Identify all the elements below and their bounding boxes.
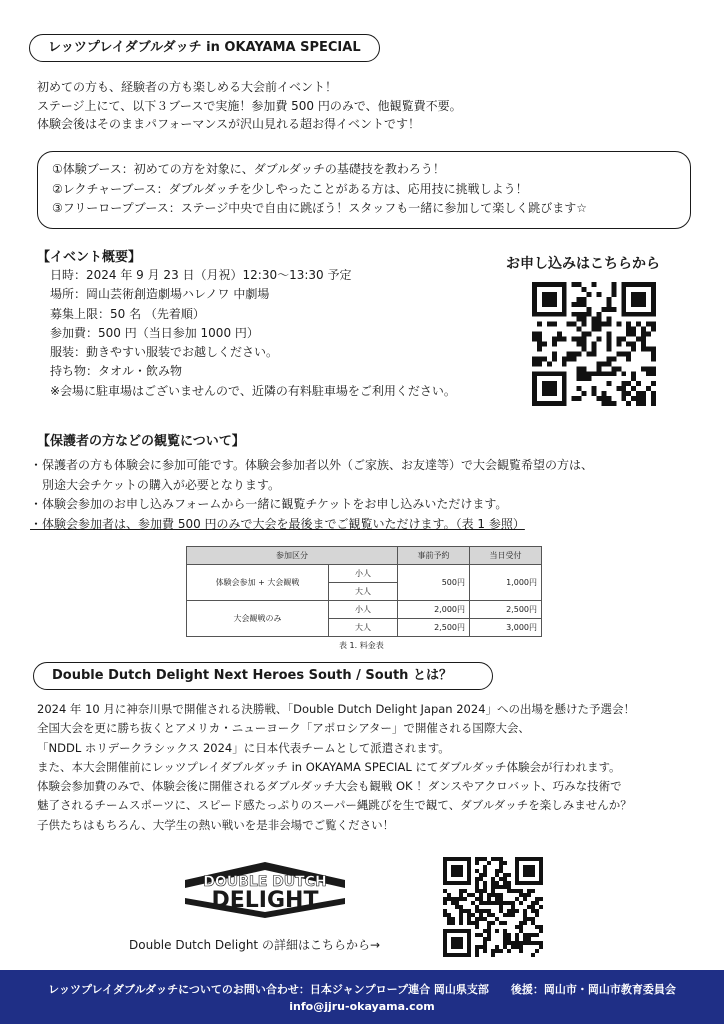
intro-text <box>37 78 462 134</box>
fee-age: 大人 <box>329 619 398 637</box>
ddd-description <box>37 700 635 835</box>
guardian-heading: 【保護者の方などの観覧について】 <box>37 434 245 449</box>
overview-line: 参加費：500 円（当日参加 1000 円） <box>50 325 259 340</box>
fee-day: 2,500円 <box>470 601 542 619</box>
overview-line: 場所：岡山芸術創造劇場ハレノワ 中劇場 <box>50 287 270 302</box>
footer-bar <box>0 970 724 1024</box>
intro-line: 初めての方も、経験者の方も楽しめる大会前イベント！ <box>37 80 338 94</box>
table-caption: 表 1. 料金表 <box>339 641 384 650</box>
apply-qr-code[interactable] <box>532 282 656 406</box>
table-row <box>187 601 542 619</box>
ddd-line: 「NDDL ホリデークラシックス 2024」に日本代表チームとして派遣されます。 <box>37 740 450 755</box>
guardian-line: 別途大会チケットの購入が必要となります。 <box>30 477 280 492</box>
overview-line: ※会場に駐車場はございませんので、近隣の有料駐車場をご利用ください。 <box>50 383 456 398</box>
fee-day: 1,000円 <box>470 565 542 601</box>
fee-age: 小人 <box>329 601 398 619</box>
fee-pre: 500円 <box>398 565 470 601</box>
ddd-line: 2024 年 10 月に神奈川県で開催される決勝戦、「Double Dutch Delight Japan 2024」への出場を懸けた予選会！ <box>37 702 636 716</box>
footer-email[interactable]: info@jjru-okayama.com <box>289 1000 435 1013</box>
ddd-line: 子供たちはもちろん、大学生の熱い戦いを是非会場でご覧ください！ <box>37 817 395 832</box>
overview-line: 持ち物：タオル・飲み物 <box>50 364 183 379</box>
double-dutch-delight-logo <box>181 858 349 922</box>
table-header: 当日受付 <box>470 547 542 565</box>
table-header: 参加区分 <box>187 547 398 565</box>
fee-age: 小人 <box>329 565 398 583</box>
footer-contact: レッツプレイダブルダッチについてのお問い合わせ：日本ジャンプロープ連合 岡山県支部 後援：岡山市・岡山市教育委員会 <box>48 983 676 996</box>
apply-label: お申し込みはこちらから <box>506 256 660 272</box>
logo-text-line2: DELIGHT <box>211 888 319 913</box>
fee-category: 体験会参加 + 大会観戦 <box>187 565 329 601</box>
ddd-title: Double Dutch Delight Next Heroes South / South とは？ <box>33 662 493 690</box>
fee-pre: 2,000円 <box>398 601 470 619</box>
ddd-qr-code[interactable] <box>443 857 543 957</box>
fee-pre: 2,500円 <box>398 619 470 637</box>
overview-heading: 【イベント概要】 <box>37 250 142 265</box>
fee-age: 大人 <box>329 583 398 601</box>
ddd-link[interactable]: Double Dutch Delight の詳細はこちらから→ <box>129 938 380 952</box>
booth-item: ③フリーロープブース：ステージ中央で自由に跳ぼう！スタッフも一緒に参加して楽しく跳びます☆ <box>52 201 587 215</box>
table-header-row <box>187 547 542 565</box>
intro-line: ステージ上にて、以下３ブースで実施！参加費 500 円のみで、他観覧費不要。 <box>37 98 462 113</box>
guardian-line: ・体験会参加者は、参加費 500 円のみで大会を最後までご観覧いただけます。（表 1 参照） <box>30 516 525 531</box>
event-title: レッツプレイダブルダッチ in OKAYAMA SPECIAL <box>29 34 380 62</box>
intro-line: 体験会後はそのままパフォーマンスが沢山見れる超お得イベントです！ <box>37 117 421 131</box>
guardian-line: ・保護者の方も体験会に参加可能です。体験会参加者以外（ご家族、お友達等）で大会観覧希望の方は、 <box>30 458 594 472</box>
overview-line: 日時：2024 年 9 月 23 日（月祝）12:30〜13:30 予定 <box>50 268 352 282</box>
fee-category: 大会観戦のみ <box>187 601 329 637</box>
overview-line: 募集上限：50 名 （先着順） <box>50 306 205 321</box>
overview-details <box>50 266 456 401</box>
overview-line: 服装：動きやすい服装でお越しください。 <box>50 345 279 360</box>
fee-table <box>186 546 542 637</box>
guardian-text <box>30 456 593 534</box>
fee-day: 3,000円 <box>470 619 542 637</box>
logo-text-line1: DOUBLE DUTCH <box>203 874 327 890</box>
booth-item: ①体験ブース：初めての方を対象に、ダブルダッチの基礎技を教わろう！ <box>52 162 445 176</box>
ddd-line: 全国大会を更に勝ち抜くとアメリカ・ニューヨーク「アポロシアター」で開催される国際大会、 <box>37 721 530 736</box>
table-row <box>187 565 542 583</box>
booth-list-box <box>37 151 691 229</box>
ddd-line: 魅了されるチームスポーツに、スピード感たっぷりのスーパー縄跳びを生で観て、ダブルダッチを楽しみませんか？ <box>37 798 632 813</box>
table-header: 事前予約 <box>398 547 470 565</box>
ddd-line: 体験会参加費のみで、体験会後に開催されるダブルダッチ大会も観戦 OK ！ダンスやアクロバット、巧みな技術で <box>37 779 622 794</box>
ddd-line: また、本大会開催前にレッツプレイダブルダッチ in OKAYAMA SPECIAL にてダブルダッチ体験会が行われます。 <box>37 759 621 774</box>
guardian-line: ・体験会参加のお申し込みフォームから一緒に観覧チケットをお申し込みいただけます。 <box>30 497 508 511</box>
booth-item: ②レクチャーブース：ダブルダッチを少しやったことがある方は、応用技に挑戦しよう！ <box>52 181 528 196</box>
